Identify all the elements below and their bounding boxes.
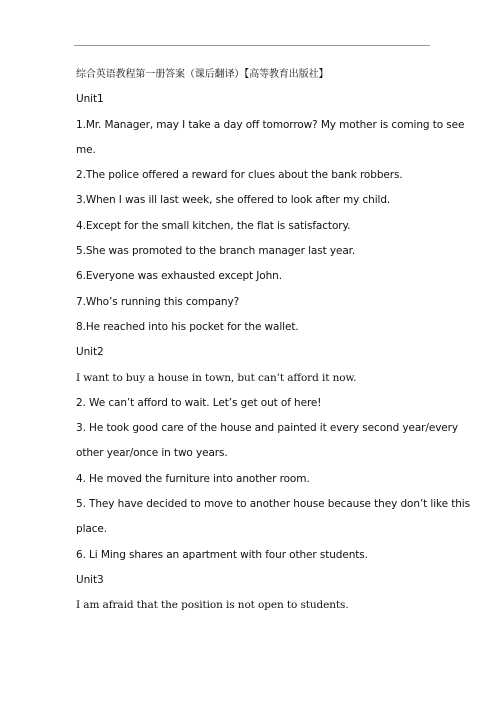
header-rule bbox=[74, 45, 430, 46]
answer-line: 1.Mr. Manager, may I take a day off tomorrow? My mother is coming to see bbox=[76, 118, 465, 131]
answer-line: 4.Except for the small kitchen, the flat is satisfactory. bbox=[76, 219, 351, 232]
document-title: 综合英语教程第一册答案（课后翻译）【高等教育出版社】 bbox=[76, 69, 329, 80]
answer-line: I want to buy a house in town, but can’t afford it now. bbox=[76, 371, 357, 384]
answer-line: 2. We can’t afford to wait. Let’s get out of here! bbox=[76, 396, 322, 409]
answer-line: 3.When I was ill last week, she offered to look after my child. bbox=[76, 194, 391, 207]
answer-line: 6. Li Ming shares an apartment with four other students. bbox=[76, 548, 368, 561]
answer-line: 4. He moved the furniture into another room. bbox=[76, 472, 310, 485]
answer-line: 5. They have decided to move to another house because they don’t like this bbox=[76, 498, 470, 511]
answer-line: me. bbox=[76, 143, 96, 156]
answer-line: 3. He took good care of the house and painted it every second year/every bbox=[76, 422, 458, 435]
unit-heading: Unit3 bbox=[76, 573, 104, 586]
unit-heading: Unit2 bbox=[76, 346, 104, 359]
answer-line: 2.The police offered a reward for clues about the bank robbers. bbox=[76, 169, 403, 182]
answer-line: other year/once in two years. bbox=[76, 447, 228, 460]
answer-line: 5.She was promoted to the branch manager last year. bbox=[76, 245, 356, 258]
answer-line: place. bbox=[76, 523, 107, 536]
document-body bbox=[76, 62, 470, 619]
answer-line: 6.Everyone was exhausted except John. bbox=[76, 270, 282, 283]
unit-heading: Unit1 bbox=[76, 93, 104, 106]
answer-line: I am afraid that the position is not open to students. bbox=[76, 599, 349, 612]
answer-line: 8.He reached into his pocket for the wallet. bbox=[76, 320, 299, 333]
answer-line: 7.Who’s running this company? bbox=[76, 295, 240, 308]
